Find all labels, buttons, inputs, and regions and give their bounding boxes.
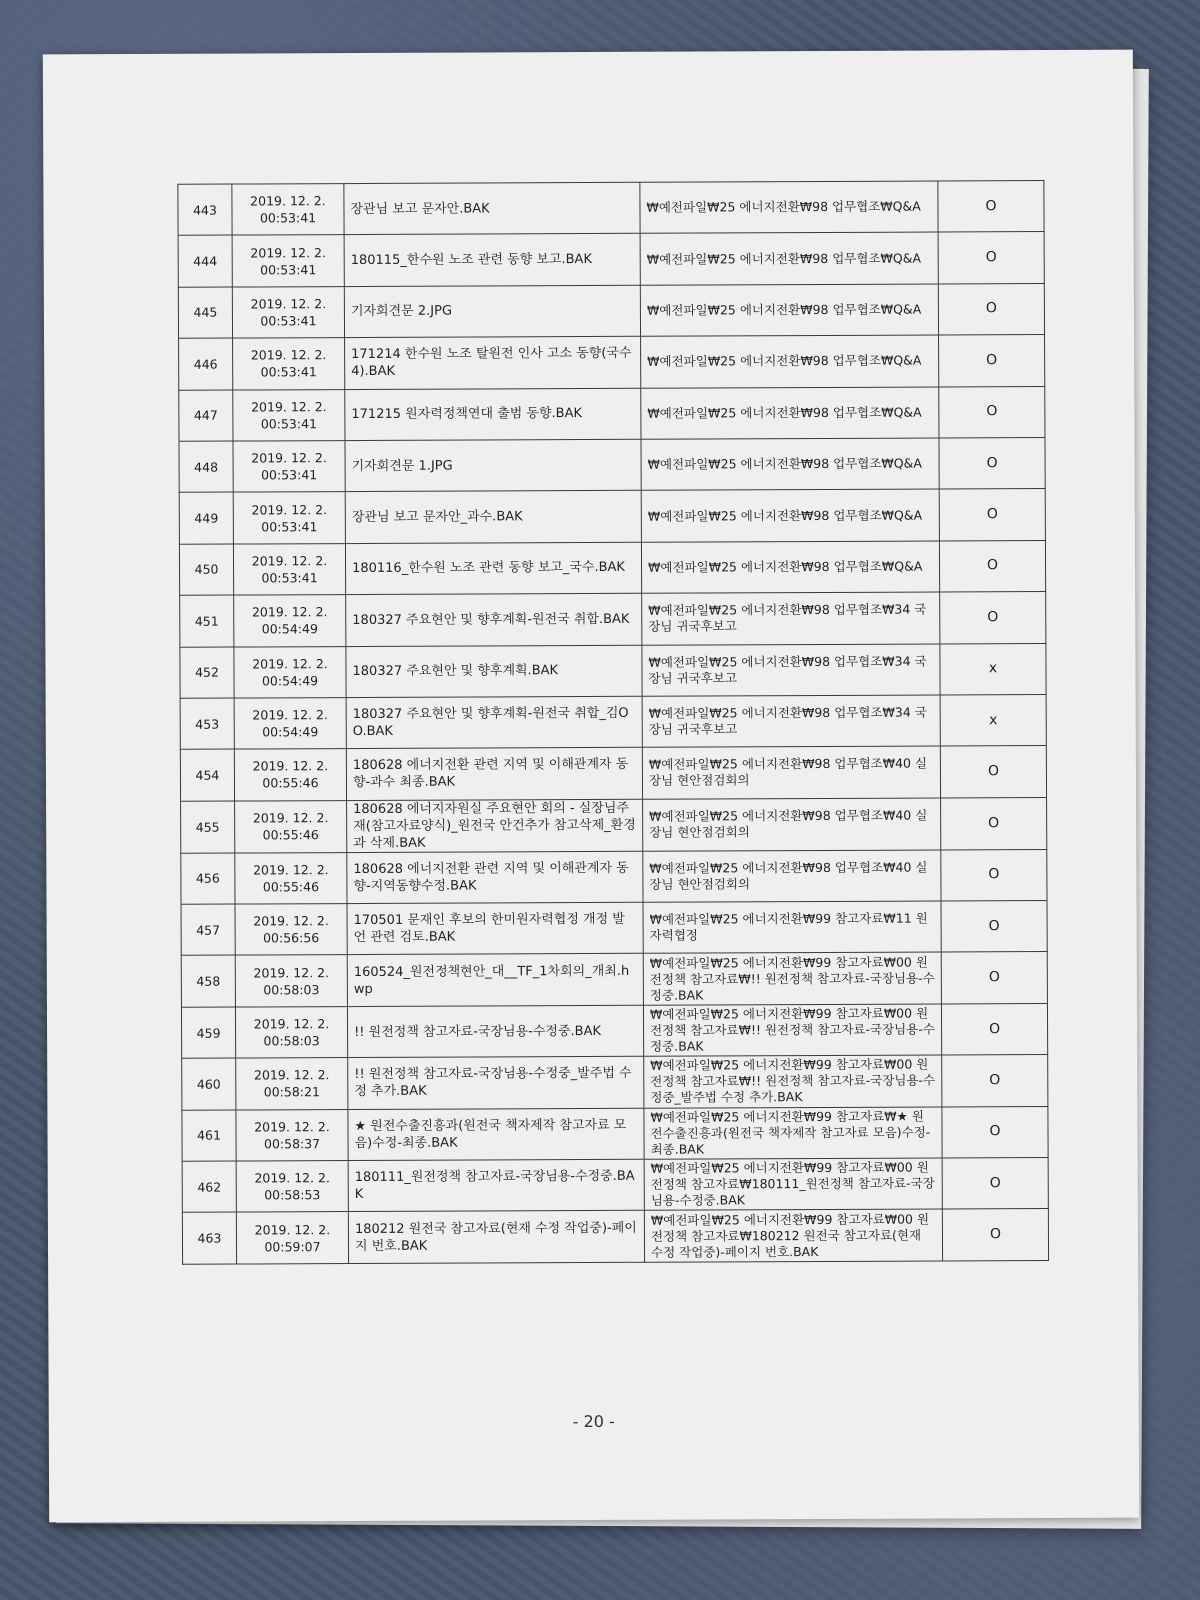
row-filename: ★ 원전수출진흥과(원전국 책자제작 참고자료 모음)수정-최종.BAK [348,1108,644,1161]
row-path: ₩예전파일₩25 에너지전환₩98 업무협조₩Q&A [641,541,939,594]
row-date: 2019. 12. 2. [251,604,328,620]
row-path: ₩예전파일₩25 에너지전환₩99 참고자료₩00 원전정책 참고자료₩!! 원전정책 참고자료-국장님용-수정중.BAK [643,1004,941,1057]
row-path: ₩예전파일₩25 에너지전환₩99 참고자료₩00 원전정책 참고자료₩180111_원전정책 참고자료-국장님용-수정중.BAK [644,1158,942,1211]
row-filename: 장관님 보고 문자안_과수.BAK [345,491,641,544]
row-path: ₩예전파일₩25 에너지전환₩99 참고자료₩00 원전정책 참고자료₩!! 원전정책 참고자료-국장님용-수정중.BAK [643,952,941,1005]
row-mark: O [939,335,1045,387]
row-date: 2019. 12. 2. [254,1170,331,1186]
row-time: 00:53:41 [260,364,317,380]
row-date: 2019. 12. 2. [250,296,327,312]
row-datetime [233,338,345,390]
table-row [182,1106,1048,1161]
row-filename: 180628 에너지전환 관련 지역 및 이해관계자 동향-과수 최종.BAK [346,748,642,801]
row-datetime [236,1058,348,1110]
row-date: 2019. 12. 2. [252,758,329,774]
table-row [182,1158,1048,1213]
row-datetime [232,286,344,338]
row-datetime [235,800,347,852]
row-time: 00:53:41 [261,518,318,534]
row-filename: 180212 원전국 참고자료(현재 수정 작업중)-페이지 번호.BAK [348,1211,644,1264]
row-filename: 기자회견문 2.JPG [344,285,640,338]
row-number: 453 [180,698,234,750]
table-row [179,437,1045,492]
row-number: 462 [182,1161,236,1213]
table-row [181,901,1047,956]
row-datetime [234,595,346,647]
row-path: ₩예전파일₩25 에너지전환₩98 업무협조₩Q&A [641,438,939,491]
row-number: 448 [179,441,233,493]
row-date: 2019. 12. 2. [251,501,328,518]
page-number: - 20 - [572,1411,615,1432]
row-mark: O [939,437,1045,489]
row-mark: O [940,592,1046,644]
row-date: 2019. 12. 2. [254,1221,331,1238]
row-path: ₩예전파일₩25 에너지전환₩98 업무협조₩Q&A [640,181,938,234]
row-time: 00:59:07 [264,1238,321,1255]
row-filename: 180327 주요현안 및 향후계획.BAK [346,645,642,698]
row-number: 454 [180,749,234,801]
row-time: 00:54:49 [261,672,319,689]
row-datetime [236,1212,348,1264]
row-mark: O [939,540,1045,592]
table-row [180,643,1046,698]
row-date: 2019. 12. 2. [251,553,328,569]
row-datetime [232,184,344,236]
table-row [178,283,1044,338]
row-date: 2019. 12. 2. [253,913,329,929]
row-filename: 장관님 보고 문자안.BAK [344,182,640,235]
row-filename: !! 원전정책 참고자료-국장님용-수정중_발주법 수정 추가.BAK [348,1057,644,1110]
row-mark: O [941,901,1047,953]
row-datetime [235,1006,347,1058]
row-datetime [236,1109,348,1161]
row-number: 452 [180,647,234,699]
row-path: ₩예전파일₩25 에너지전환₩99 참고자료₩★ 원전수출진흥과(원전국 책자제작 참고자료 모음)수정-최종.BAK [644,1107,942,1160]
table-row [182,1055,1048,1110]
row-number: 458 [181,956,235,1008]
row-mark: O [942,1158,1048,1210]
row-filename: 180111_원전정책 참고자료-국장님용-수정중.BAK [348,1159,644,1212]
row-number: 460 [182,1058,236,1110]
table-row [180,746,1046,801]
row-filename: 170501 문재인 후보의 한미원자력협정 개정 발언 관련 검토.BAK [347,902,643,955]
row-path: ₩예전파일₩25 에너지전환₩99 참고자료₩00 원전정책 참고자료₩180212 원전국 참고자료(현재 수정 작업중)-페이지 번호.BAK [644,1209,942,1262]
row-filename: 171215 원자력정책연대 출범 동향.BAK [345,388,641,441]
row-date: 2019. 12. 2. [253,1067,330,1083]
row-datetime [235,852,347,904]
row-path: ₩예전파일₩25 에너지전환₩99 참고자료₩11 원자력협정 [643,901,941,954]
row-number: 450 [179,544,233,596]
row-number: 461 [182,1110,236,1162]
row-mark: O [939,386,1045,438]
row-date: 2019. 12. 2. [250,244,326,261]
row-datetime [233,389,345,441]
row-time: 00:58:53 [264,1187,321,1203]
row-mark: O [938,181,1044,233]
row-path: ₩예전파일₩25 에너지전환₩98 업무협조₩40 실장님 현안점검회의 [642,746,940,799]
row-number: 447 [179,390,233,442]
file-list-table [177,180,1049,1265]
row-datetime [235,955,347,1007]
row-mark: x [940,643,1046,695]
row-filename: 기자회견문 1.JPG [345,439,641,492]
row-mark: O [941,797,1047,849]
row-time: 00:55:46 [262,775,319,791]
row-datetime [233,492,345,544]
row-datetime [233,543,345,595]
row-number: 445 [178,287,232,339]
row-filename: 180327 주요현안 및 향후계획-원전국 취합_김OO.BAK [346,696,642,749]
row-filename: 180628 에너지전환 관련 지역 및 이해관계자 동향-지역동향수정.BAK [347,851,643,904]
row-mark: O [938,232,1044,284]
row-filename: 180327 주요현안 및 향후계획-원전국 취합.BAK [346,593,642,646]
row-datetime [234,646,346,698]
row-time: 00:58:37 [263,1136,321,1152]
row-datetime [232,235,344,287]
table-row [180,592,1046,647]
row-mark: O [941,952,1047,1004]
row-mark: O [940,746,1046,798]
row-number: 451 [180,595,234,647]
row-time: 00:56:56 [263,930,320,946]
row-date: 2019. 12. 2. [250,193,326,209]
row-path: ₩예전파일₩25 에너지전환₩98 업무협조₩Q&A [641,335,939,388]
table-row [179,489,1045,544]
row-time: 00:55:46 [262,827,319,843]
row-time: 00:54:49 [261,621,318,637]
row-mark: x [940,694,1046,746]
row-path: ₩예전파일₩25 에너지전환₩98 업무협조₩Q&A [640,284,938,337]
row-datetime [234,697,346,749]
row-time: 00:53:41 [260,415,318,432]
row-date: 2019. 12. 2. [251,398,327,415]
row-number: 463 [182,1212,236,1264]
row-number: 457 [181,904,235,956]
row-time: 00:55:46 [262,879,320,895]
row-time: 00:58:03 [263,981,320,998]
row-date: 2019. 12. 2. [253,862,329,878]
row-path: ₩예전파일₩25 에너지전환₩98 업무협조₩Q&A [641,387,939,440]
row-time: 00:58:21 [263,1084,320,1100]
row-time: 00:53:41 [259,210,317,226]
table-row [179,386,1045,441]
row-filename: !! 원전정책 참고자료-국장님용-수정중.BAK [347,1005,643,1058]
row-mark: O [942,1209,1048,1261]
row-number: 456 [181,853,235,905]
row-date: 2019. 12. 2. [253,964,330,981]
table-row [178,232,1044,287]
row-date: 2019. 12. 2. [254,1118,330,1135]
row-time: 00:53:41 [260,261,317,278]
row-path: ₩예전파일₩25 에너지전환₩98 업무협조₩34 국장님 귀국후보고 [642,695,940,748]
table-row [182,1209,1048,1264]
row-filename: 180116_한수원 노조 관련 동향 보고_국수.BAK [345,542,641,595]
row-time: 00:53:41 [260,313,317,329]
row-time: 00:58:03 [263,1033,320,1049]
row-number: 455 [181,801,235,853]
row-path: ₩예전파일₩25 에너지전환₩98 업무협조₩34 국장님 귀국후보고 [642,643,940,696]
row-number: 459 [181,1007,235,1059]
row-date: 2019. 12. 2. [252,655,328,672]
row-mark: O [942,1106,1048,1158]
table-row [181,797,1047,853]
row-mark: O [938,283,1044,335]
row-date: 2019. 12. 2. [250,347,327,363]
row-filename: 160524_원전정책현안_대__TF_1차회의_개최.hwp [347,954,643,1007]
row-number: 443 [178,184,232,236]
row-filename: 180628 에너지자원실 주요현안 회의 - 실장님주재(참고자료양식)_원전국 안건추가 참고삭제_환경과 삭제.BAK [347,799,643,852]
row-datetime [233,441,345,493]
row-path: ₩예전파일₩25 에너지전환₩98 업무협조₩40 실장님 현안점검회의 [643,798,941,851]
row-date: 2019. 12. 2. [252,707,328,723]
row-path: ₩예전파일₩25 에너지전환₩99 참고자료₩00 원전정책 참고자료₩!! 원전정책 참고자료-국장님용-수정중_발주법 수정 추가.BAK [644,1055,942,1108]
row-path: ₩예전파일₩25 에너지전환₩98 업무협조₩40 실장님 현안점검회의 [643,850,941,903]
row-mark: O [941,1003,1047,1055]
row-time: 00:53:41 [261,570,318,586]
row-mark: O [942,1055,1048,1107]
row-path: ₩예전파일₩25 에너지전환₩98 업무협조₩Q&A [640,232,938,285]
row-filename: 180115_한수원 노조 관련 동향 보고.BAK [344,234,640,287]
table-row [181,849,1047,904]
row-number: 449 [179,492,233,544]
table-row [178,181,1044,236]
row-filename: 171214 한수원 노조 탈원전 인사 고소 동향(국수4).BAK [345,336,641,389]
row-time: 00:53:41 [261,467,318,483]
row-mark: O [941,849,1047,901]
table-row [180,694,1046,749]
row-time: 00:54:49 [262,724,319,740]
row-date: 2019. 12. 2. [252,810,329,826]
table-row [181,952,1047,1007]
row-path: ₩예전파일₩25 에너지전환₩98 업무협조₩Q&A [641,489,939,542]
row-date: 2019. 12. 2. [251,450,327,466]
row-datetime [235,904,347,956]
row-number: 446 [179,338,233,390]
row-number: 444 [178,235,232,287]
row-datetime [236,1161,348,1213]
table-row [181,1003,1047,1058]
row-mark: O [939,489,1045,541]
row-date: 2019. 12. 2. [253,1016,330,1032]
row-path: ₩예전파일₩25 에너지전환₩98 업무협조₩34 국장님 귀국후보고 [642,592,940,645]
row-datetime [234,749,346,801]
document-page [43,50,1139,1523]
table-row [179,540,1045,595]
table-row [179,335,1045,390]
